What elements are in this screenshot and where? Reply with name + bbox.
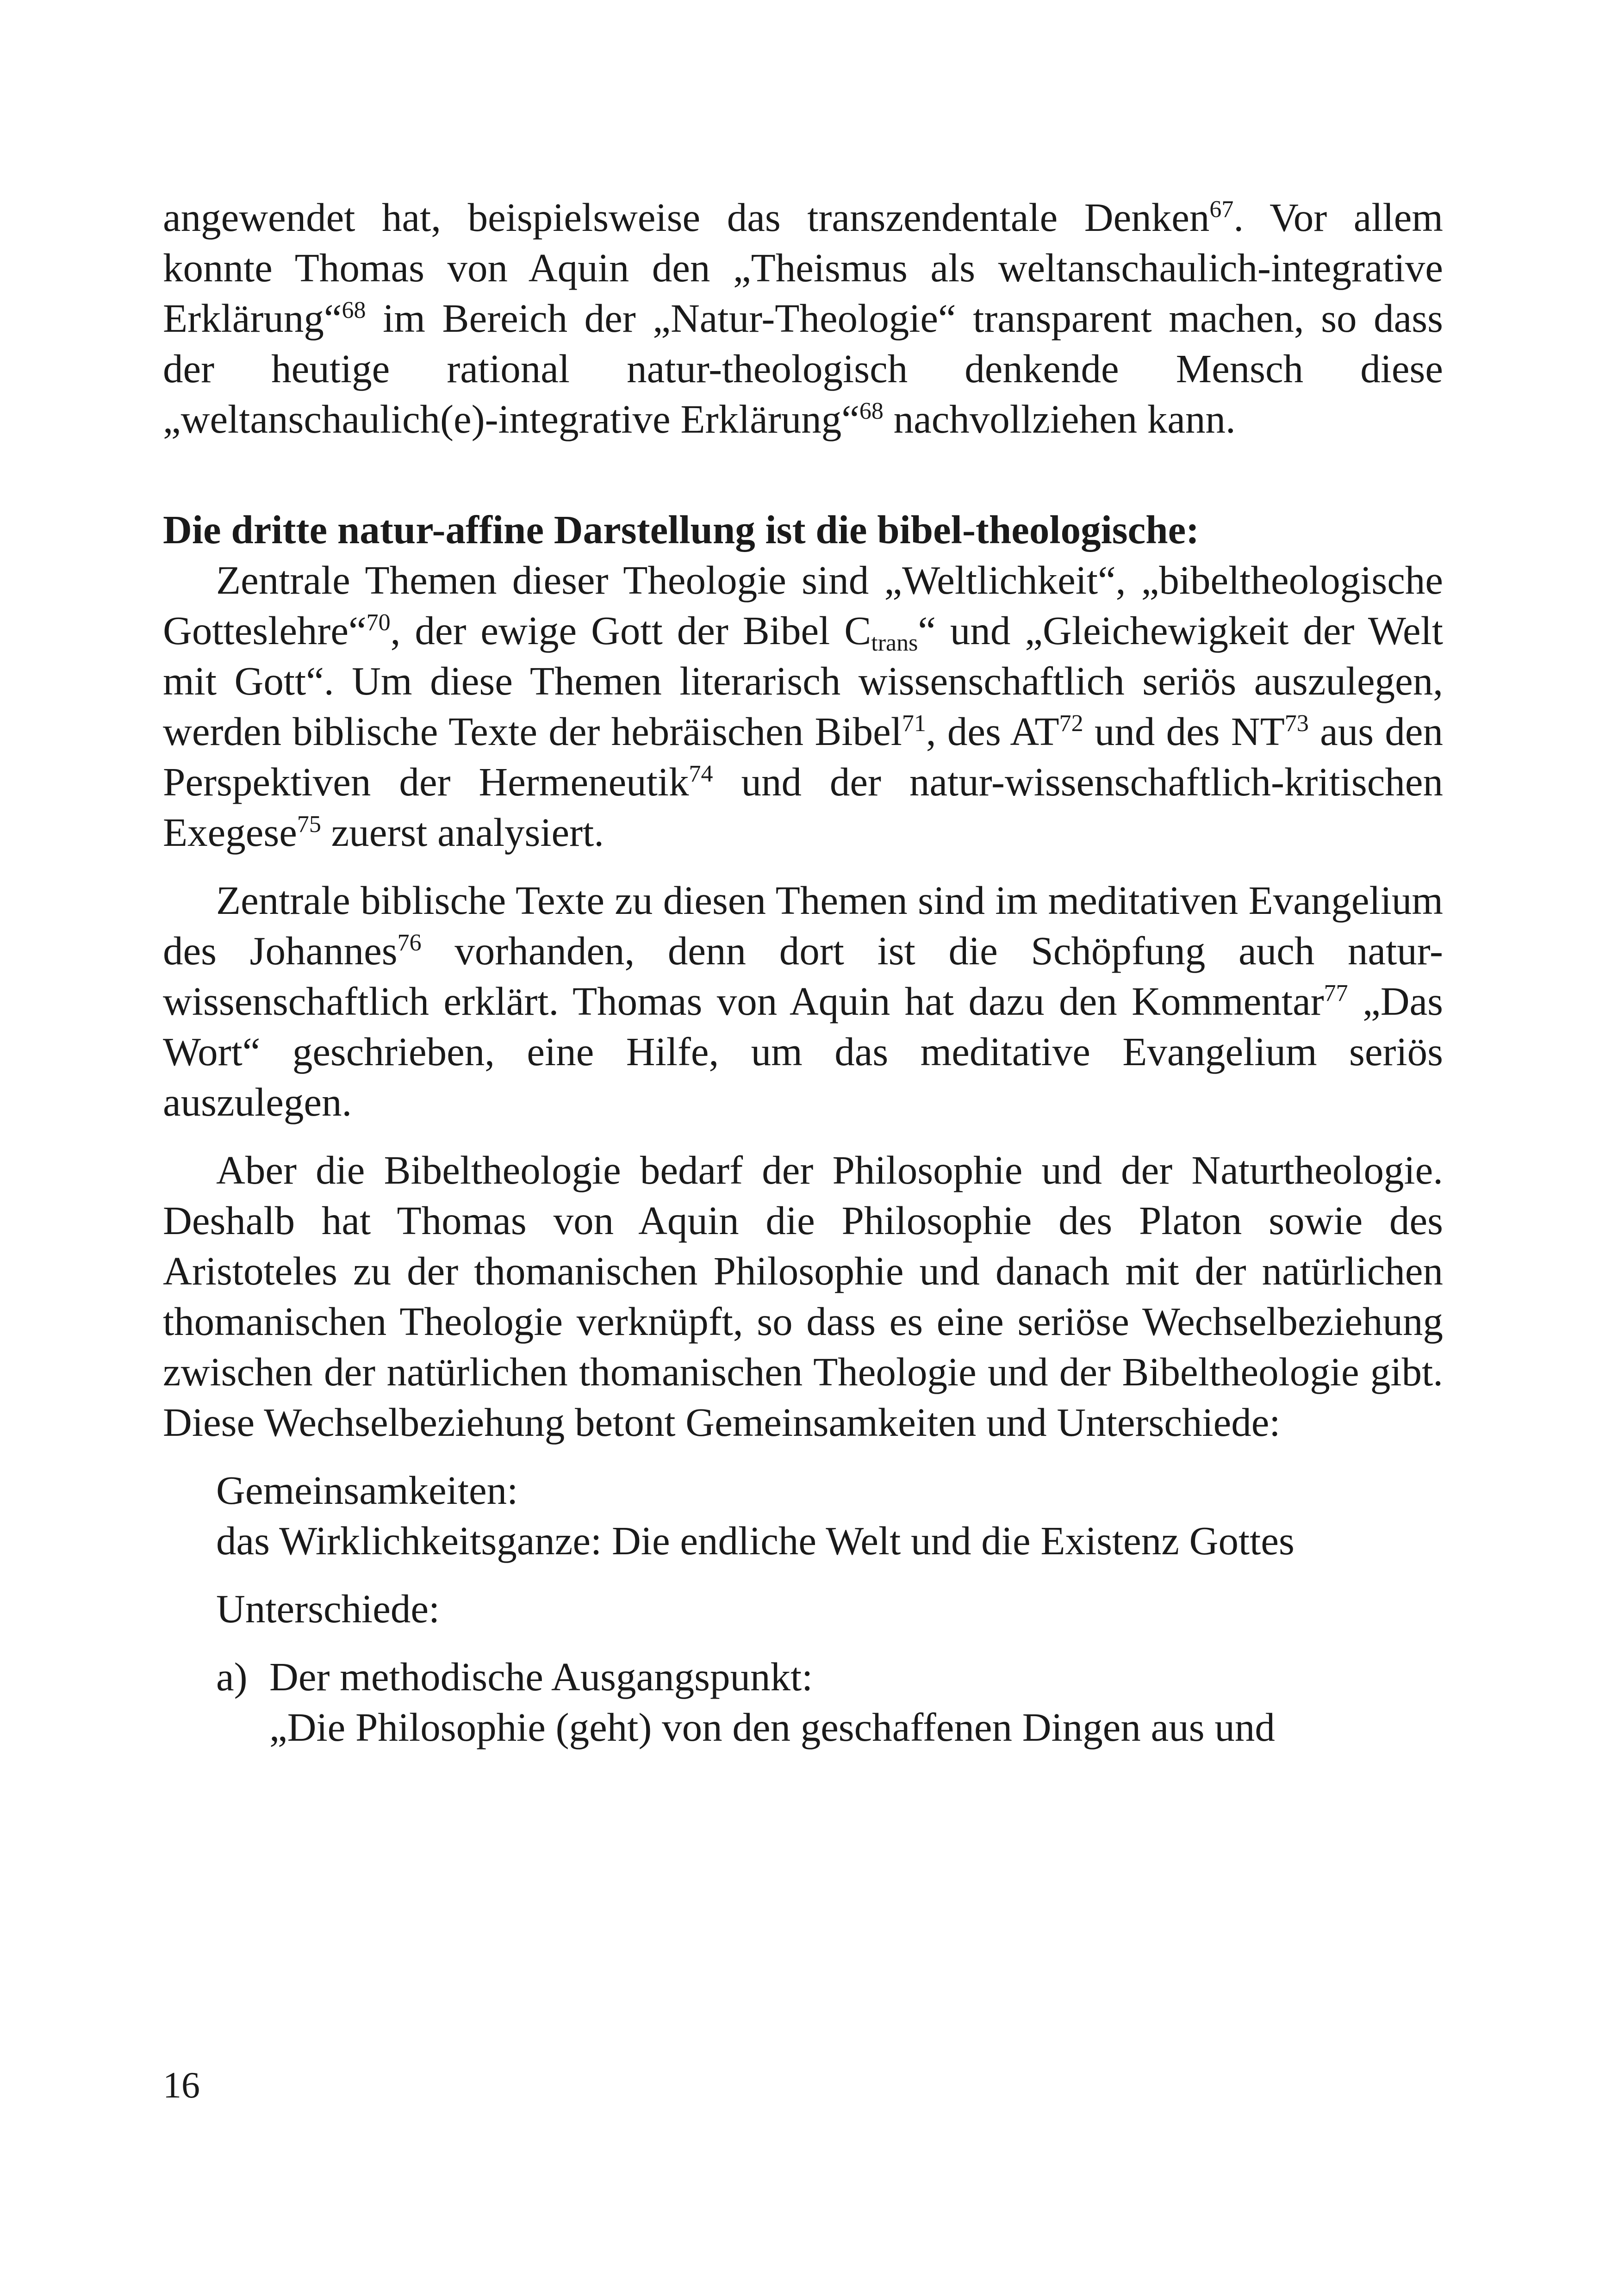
commonalities-label: Gemeinsamkeiten:: [216, 1468, 518, 1513]
text-run: , der ewige Gott der Bibel C: [390, 608, 871, 653]
paragraph-2: [163, 555, 1443, 857]
text-run: angewendet hat, beispielsweise das transzendentale Denken: [163, 195, 1210, 240]
commonalities-block: [216, 1465, 1443, 1566]
footnote-ref-72: 72: [1059, 710, 1083, 737]
footnote-ref-68: 68: [342, 297, 366, 323]
paragraph-1: [163, 192, 1443, 444]
section-heading: Die dritte natur-affine Darstellung ist die bibel-theologische:: [163, 507, 1200, 552]
text-run: vorhanden, denn dort ist die Schöpfung auch natur-wissenschaftlich erklärt. Thomas von Aquin hat dazu den Kommentar: [163, 928, 1443, 1024]
commonalities-text: das Wirklichkeitsganze: Die endliche Welt und die Existenz Gottes: [216, 1518, 1294, 1563]
footnote-ref-70: 70: [366, 609, 391, 636]
subscript-trans: trans: [871, 630, 918, 656]
text-run: “ und „Gleichewigkeit der Welt mit Gott“. Um diese Themen literarisch wissenschaftlich seriös auszulegen, werden biblische Texte der hebräischen Bibel: [163, 608, 1444, 754]
list-marker: a): [216, 1654, 248, 1699]
paragraph-3: [163, 875, 1443, 1127]
footnote-ref-68: 68: [859, 398, 884, 424]
text-run: Zentrale Themen dieser Theologie sind „Weltlichkeit“, „bibeltheologische Gotteslehre“: [163, 558, 1443, 653]
text-run: „Das Wort“ geschrieben, eine Hilfe, um das meditative Evangelium seriös auszulegen.: [163, 979, 1443, 1124]
body-text: [163, 192, 1443, 1752]
footnote-ref-73: 73: [1284, 710, 1309, 737]
footnote-ref-76: 76: [397, 930, 422, 956]
text-run: im Bereich der „Natur-Theologie“ transparent machen, so dass der heutige rational natur-theologisch denkende Mensch diese „weltanschaulich(e)-integrative Erklärung“: [163, 296, 1443, 441]
differences-block: [216, 1583, 1443, 1752]
text-run: und der natur-wissenschaftlich-kritischen Exegese: [163, 759, 1443, 855]
difference-item-title: Der methodische Ausgangspunkt:: [269, 1654, 813, 1699]
text-run: , des AT: [926, 709, 1059, 754]
footnote-ref-67: 67: [1209, 196, 1234, 223]
paragraph-4: Aber die Bibeltheologie bedarf der Philosophie und der Naturtheologie. Deshalb hat Thomas von Aquin die Philosophie des Platon sowie des Aristoteles zu der thomanischen Philosophie und danach mit der natürlichen thomanischen Theologie verknüpft, so dass es eine seriöse Wechselbeziehung zwischen der natürlichen thomanischen Theologie und der Bibeltheologie gibt. Diese Wechselbeziehung betont Gemeinsamkeiten und Unterschiede:: [163, 1148, 1443, 1445]
text-run: zuerst analysiert.: [321, 810, 604, 855]
text-run: . Vor allem konnte Thomas von Aquin den „Theismus als weltanschaulich-integrative Erklärung“: [163, 195, 1443, 341]
footnote-ref-75: 75: [297, 811, 321, 838]
footnote-ref-77: 77: [1324, 980, 1348, 1006]
page-number: 16: [163, 2065, 200, 2106]
text-run: Zentrale biblische Texte zu diesen Themen sind im meditativen Evangelium des Johannes: [163, 878, 1443, 973]
text-run: aus den Perspektiven der Hermeneutik: [163, 709, 1444, 804]
footnote-ref-74: 74: [689, 761, 713, 787]
difference-item-a: [216, 1651, 1443, 1752]
difference-item-quote: „Die Philosophie (geht) von den geschaffenen Dingen aus und: [269, 1705, 1275, 1750]
text-run: nachvollziehen kann.: [883, 397, 1236, 441]
footnote-ref-71: 71: [902, 710, 926, 737]
differences-label: Unterschiede:: [216, 1586, 440, 1631]
text-run: und des NT: [1083, 709, 1285, 754]
